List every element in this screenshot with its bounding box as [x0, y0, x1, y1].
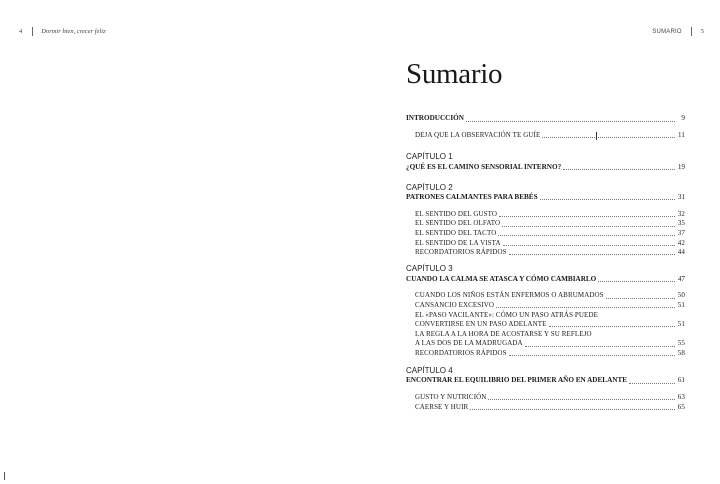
page-title: Sumario: [406, 58, 503, 90]
toc-subentry[interactable]: [406, 310, 685, 320]
dot-leader: [563, 169, 675, 170]
toc-subentry-page: 42: [677, 238, 685, 247]
toc-entry-chapter-4[interactable]: [406, 376, 685, 386]
toc-subentry-label: EL SENTIDO DE LA VISTA: [415, 238, 501, 247]
dot-leader: [466, 121, 675, 122]
toc-entry-page: 9: [681, 114, 685, 123]
dot-leader: [549, 326, 675, 327]
dot-leader: [502, 226, 675, 227]
header-divider: [691, 27, 692, 36]
toc-subentry-page: 37: [677, 228, 685, 237]
toc-subentry[interactable]: [406, 329, 685, 339]
header-divider: [32, 27, 33, 36]
dot-leader: [503, 245, 675, 246]
toc-subentry[interactable]: [406, 301, 685, 311]
toc-subentry-continued[interactable]: [406, 320, 685, 330]
toc-subentry-label: LA REGLA A LA HORA DE ACOSTARSE Y SU REFLEJO: [415, 329, 592, 338]
chapter-number: CAPÍTULO 2: [406, 182, 453, 192]
toc-subentry-label: CONVERTIRSE EN UN PASO ADELANTE: [415, 320, 547, 329]
toc-entry-introduction[interactable]: [406, 114, 685, 124]
toc-subentry[interactable]: [406, 131, 685, 141]
toc-subentry-page: 51: [677, 300, 685, 309]
toc-subentry-page: 32: [677, 209, 685, 218]
toc-subentry[interactable]: [406, 393, 685, 403]
left-running-header: [19, 27, 106, 36]
toc-entry-chapter-2[interactable]: [406, 193, 685, 203]
toc-entry-page: 47: [677, 274, 685, 283]
toc-subentry-continued[interactable]: [406, 339, 685, 349]
dot-leader: [509, 355, 675, 356]
toc-subentry[interactable]: [406, 209, 685, 219]
toc-entry-label: ENCONTRAR EL EQUILIBRIO DEL PRIMER AÑO EN ADELANTE: [406, 376, 628, 385]
toc-subentry-label: A LAS DOS DE LA MADRUGADA: [415, 339, 523, 348]
toc-subentry-label: RECORDATORIOS RÁPIDOS: [415, 248, 507, 257]
toc-entry-page: 19: [677, 162, 685, 171]
toc-entry-page: 31: [677, 193, 685, 202]
toc-subentry[interactable]: [406, 238, 685, 248]
dot-leader: [498, 235, 675, 236]
chapter-number: CAPÍTULO 3: [406, 264, 453, 274]
toc-entry-label: CUANDO LA CALMA SE ATASCA Y CÓMO CAMBIARLO: [406, 274, 597, 283]
toc-entry-chapter-1[interactable]: [406, 162, 685, 172]
dot-leader: [525, 346, 675, 347]
toc-subentry-page: 35: [677, 219, 685, 228]
dot-leader: [488, 399, 675, 400]
toc-subentry[interactable]: [406, 229, 685, 239]
right-page-number: 5: [700, 28, 704, 35]
toc-entry-label: INTRODUCCIÓN: [406, 114, 464, 123]
toc-subentry-page: 50: [677, 291, 685, 300]
dot-leader: [606, 298, 675, 299]
toc-subentry-label: GUSTO Y NUTRICIÓN: [415, 393, 487, 402]
toc-subentry-label: EL SENTIDO DEL GUSTO: [415, 209, 498, 218]
toc-subentry-label: CUANDO LOS NIÑOS ESTÁN ENFERMOS O ABRUMADOS: [415, 291, 604, 300]
toc-subentry-label: CANSANCIO EXCESIVO: [415, 300, 494, 309]
dot-leader: [509, 254, 675, 255]
dot-leader: [496, 307, 675, 308]
section-name: SUMARIO: [652, 28, 682, 35]
right-running-header: [652, 27, 704, 36]
toc-entry-chapter-3[interactable]: [406, 274, 685, 284]
toc-subentry-page: 11: [678, 130, 685, 139]
toc-subentry-label: RECORDATORIOS RÁPIDOS: [415, 348, 507, 357]
toc-entry-label: PATRONES CALMANTES PARA BEBÉS: [406, 193, 538, 202]
chapter-number: CAPÍTULO 1: [406, 152, 453, 162]
table-of-contents: [406, 58, 685, 412]
dot-leader: [598, 281, 675, 282]
toc-subentry[interactable]: [406, 349, 685, 359]
toc-subentry-page: 44: [677, 248, 685, 257]
dot-leader: [540, 199, 675, 200]
dot-leader: [499, 216, 675, 217]
book-title: Dormir bien, crecer feliz: [41, 28, 106, 35]
dot-leader: [542, 137, 675, 138]
toc-subentry-page: 51: [677, 320, 685, 329]
toc-subentry-label: CAERSE Y HUIR: [415, 402, 469, 411]
left-page-number: 4: [19, 28, 23, 35]
toc-subentry[interactable]: [406, 248, 685, 258]
dot-leader: [470, 409, 675, 410]
dot-leader: [629, 383, 675, 384]
toc-subentry-label: EL SENTIDO DEL TACTO: [415, 228, 497, 237]
crop-mark: [4, 472, 5, 480]
toc-subentry[interactable]: [406, 291, 685, 301]
toc-subentry-page: 65: [677, 402, 685, 411]
toc-entry-label: ¿QUÉ ES EL CAMINO SENSORIAL INTERNO?: [406, 162, 562, 171]
chapter-number: CAPÍTULO 4: [406, 366, 453, 376]
toc-subentry[interactable]: [406, 402, 685, 412]
toc-subentry-label: EL «PASO VACILANTE»: CÓMO UN PASO ATRÁS PUEDE: [415, 310, 598, 319]
toc-subentry-label: EL SENTIDO DEL OLFATO: [415, 219, 501, 228]
toc-subentry-page: 55: [677, 339, 685, 348]
toc-subentry[interactable]: [406, 219, 685, 229]
toc-subentry-label: DEJA QUE LA OBSERVACIÓN TE GUÍE: [415, 130, 541, 139]
toc-subentry-page: 63: [677, 393, 685, 402]
toc-subentry-page: 58: [677, 348, 685, 357]
toc-entry-page: 61: [677, 376, 685, 385]
text-cursor: [596, 132, 597, 140]
